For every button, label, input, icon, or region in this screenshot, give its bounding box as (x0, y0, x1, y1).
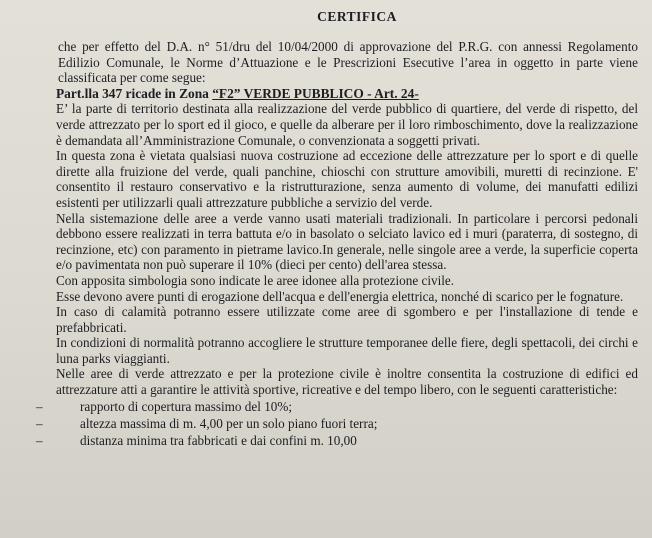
zone-heading (56, 86, 638, 102)
paragraph-zone-definition: E’ la parte di territorio destinata alla realizzazione del verde pubblico di quartiere, del verde di rispetto, del verde attrezzato per lo sport ed il gioco, e quelle da alberare per il loro rimboschimento, dove la realizzazione è demandata all’Amministrazione Comunale, o convenzionata a soggetti privati. (56, 101, 638, 148)
requirements-list (36, 398, 638, 449)
requirement-item (36, 432, 638, 449)
requirement-item (36, 415, 638, 432)
paragraph-civil-protection: Con apposita simbologia sono indicate le aree idonee alla protezione civile. (56, 272, 455, 288)
document-title: CERTIFICA (317, 9, 397, 24)
requirement-item (36, 398, 638, 415)
requirement-text: rapporto di copertura massimo del 10%; (80, 398, 293, 414)
paragraph-materials: Nella sistemazione delle aree a verde vanno usati materiali tradizionali. In particolare i percorsi pedonali debbono essere realizzati in terra battuta e/o in basolato o selciato lavico ed i muri (paraterra, di sostegno, di recinzione, etc) con paramento in pietrame lavico.In generale, nelle singole aree a verde, la superficie coperta e/o pavimentata non può superare il 10% (dieci per cento) dell'area stessa. (56, 210, 638, 273)
paragraph-utilities: Esse devono avere punti di erogazione dell'acqua e dell'energia elettrica, nonché di scarico per le fognature. (56, 288, 624, 304)
dash-marker: – (36, 415, 43, 431)
paragraph-construction-restrictions: In questa zona è vietata qualsiasi nuova costruzione ad eccezione delle attrezzature per lo sport e di quelle dirette alla fruizione del verde, quali panchine, chioschi con strutture amovibili, muretti di recinzione. E' consentito il restauro conservativo e la ristrutturazione, senza aumento di volume, dei manufatti edilizi esistenti per utilizzarli quali attrezzature pubbliche a servizio del verde. (56, 148, 638, 210)
paragraph-emergency-use: In caso di calamità potranno essere utilizzate come aree di sgombero e per l'installazione di tende e prefabbricati. (56, 304, 638, 335)
requirement-text: altezza massima di m. 4,00 per un solo piano fuori terra; (80, 415, 378, 431)
paragraph-normal-use: In condizioni di normalità potranno accogliere le strutture temporanee delle fiere, degli spettacoli, dei circhi e luna parks viaggianti. (56, 335, 638, 366)
requirement-text: distanza minima tra fabbricati e dai confini m. 10,00 (80, 432, 357, 448)
paragraph-allowed-buildings: Nelle aree di verde attrezzato e per la protezione civile è inoltre consentita la costruzione di edifici ed attrezzature atti a garantire le attività sportive, ricreative e del tempo libero, con le seguenti caratteristiche: (56, 366, 638, 398)
intro-paragraph: che per effetto del D.A. n° 51/dru del 10/04/2000 di approvazione del P.R.G. con annessi Regolamento Edilizio Comunale, le Norme d’Attuazione e le Prescrizioni Esecutive l’area in oggetto in parte viene classificata per come segue: (58, 39, 638, 86)
dash-marker: – (36, 432, 43, 448)
dash-marker: – (36, 398, 43, 414)
zone-heading-prefix: Part.lla 347 ricade in Zona (56, 85, 213, 101)
zone-heading-title: “F2” VERDE PUBBLICO - Art. 24- (212, 85, 419, 101)
